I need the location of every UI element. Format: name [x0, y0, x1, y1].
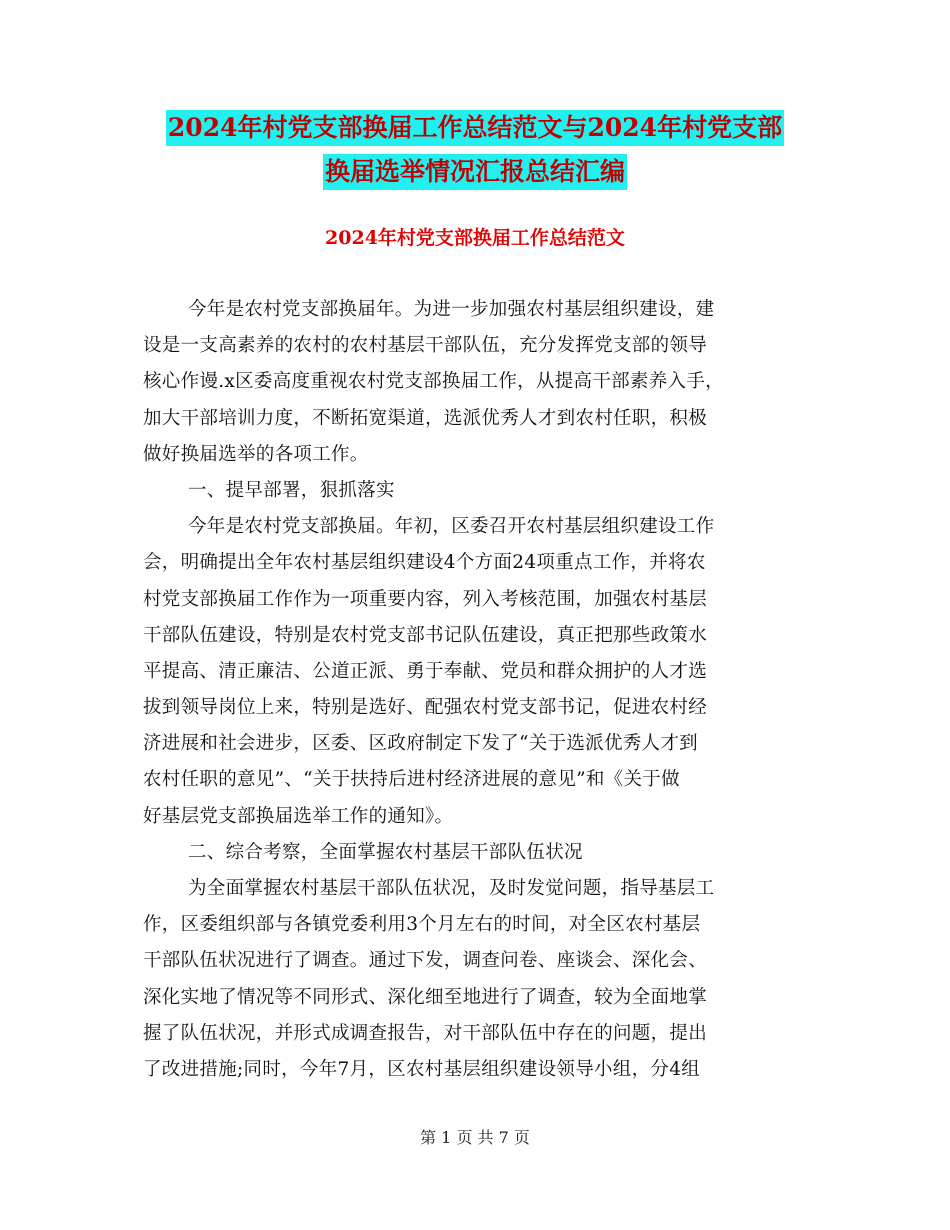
paragraph-line: 农村任职的意见”、“关于扶持后进村经济进展的意见”和《关于做	[143, 769, 680, 791]
paragraph-line: 深化实地了情况等不同形式、深化细至地进行了调查，较为全面地掌	[143, 986, 708, 1008]
document-body	[143, 292, 807, 1088]
section-subtitle: 2024年村党支部换届工作总结范文	[325, 227, 625, 249]
paragraph-line: 作，区委组织部与各镇党委利用3个月左右的时间，对全区农村基层	[143, 914, 701, 936]
section-heading: 一、提早部署，狠抓落实	[188, 479, 395, 501]
paragraph-line: 拔到领导岗位上来，特别是选好、配强农村党支部书记，促进农村经	[143, 697, 708, 719]
title-line-1: 2024年村党支部换届工作总结范文与2024年村党支部	[166, 110, 784, 146]
paragraph-line: 做好换届选举的各项工作。	[143, 443, 369, 465]
document-title	[0, 110, 950, 190]
paragraph-line: 为全面掌握农村基层干部队伍状况，及时发觉问题，指导基层工	[188, 878, 715, 899]
paragraph-line: 干部队伍建设，特别是农村党支部书记队伍建设，真正把那些政策水	[143, 624, 708, 646]
paragraph-line: 了改进措施;同时，今年7月，区农村基层组织建设领导小组，分4组	[143, 1058, 701, 1080]
paragraph-line: 设是一支高素养的农村的农村基层干部队伍，充分发挥党支部的领导	[143, 335, 708, 357]
paragraph-line: 平提高、清正廉洁、公道正派、勇于奉献、党员和群众拥护的人才选	[143, 660, 708, 682]
paragraph-line: 今年是农村党支部换届年。为进一步加强农村基层组织建设，建	[188, 299, 715, 320]
paragraph-line: 村党支部换届工作作为一项重要内容，列入考核范围，加强农村基层	[143, 588, 708, 610]
paragraph-line: 加大干部培训力度，不断拓宽渠道，选派优秀人才到农村任职，积极	[143, 407, 708, 429]
paragraph-line: 济进展和社会进步，区委、区政府制定下发了“关于选派优秀人才到	[143, 733, 698, 755]
paragraph-line: 核心作谩.x区委高度重视农村党支部换届工作，从提高干部素养入手，	[143, 371, 724, 393]
paragraph-line: 会，明确提出全年农村基层组织建设4个方面24项重点工作，并将农	[143, 552, 706, 574]
paragraph-line: 握了队伍状况，并形式成调查报告，对干部队伍中存在的问题，提出	[143, 1022, 708, 1044]
paragraph-line: 好基层党支部换届选举工作的通知》。	[143, 805, 454, 827]
paragraph-line: 今年是农村党支部换届。年初，区委召开农村基层组织建设工作	[188, 516, 715, 538]
section-heading: 二、综合考察，全面掌握农村基层干部队伍状况	[188, 841, 583, 863]
paragraph-line: 干部队伍状况进行了调查。通过下发，调查问卷、座谈会、深化会、	[143, 950, 708, 972]
page-footer: 第 1 页 共 7 页	[420, 1128, 530, 1147]
title-line-2: 换届选举情况汇报总结汇编	[323, 154, 627, 190]
